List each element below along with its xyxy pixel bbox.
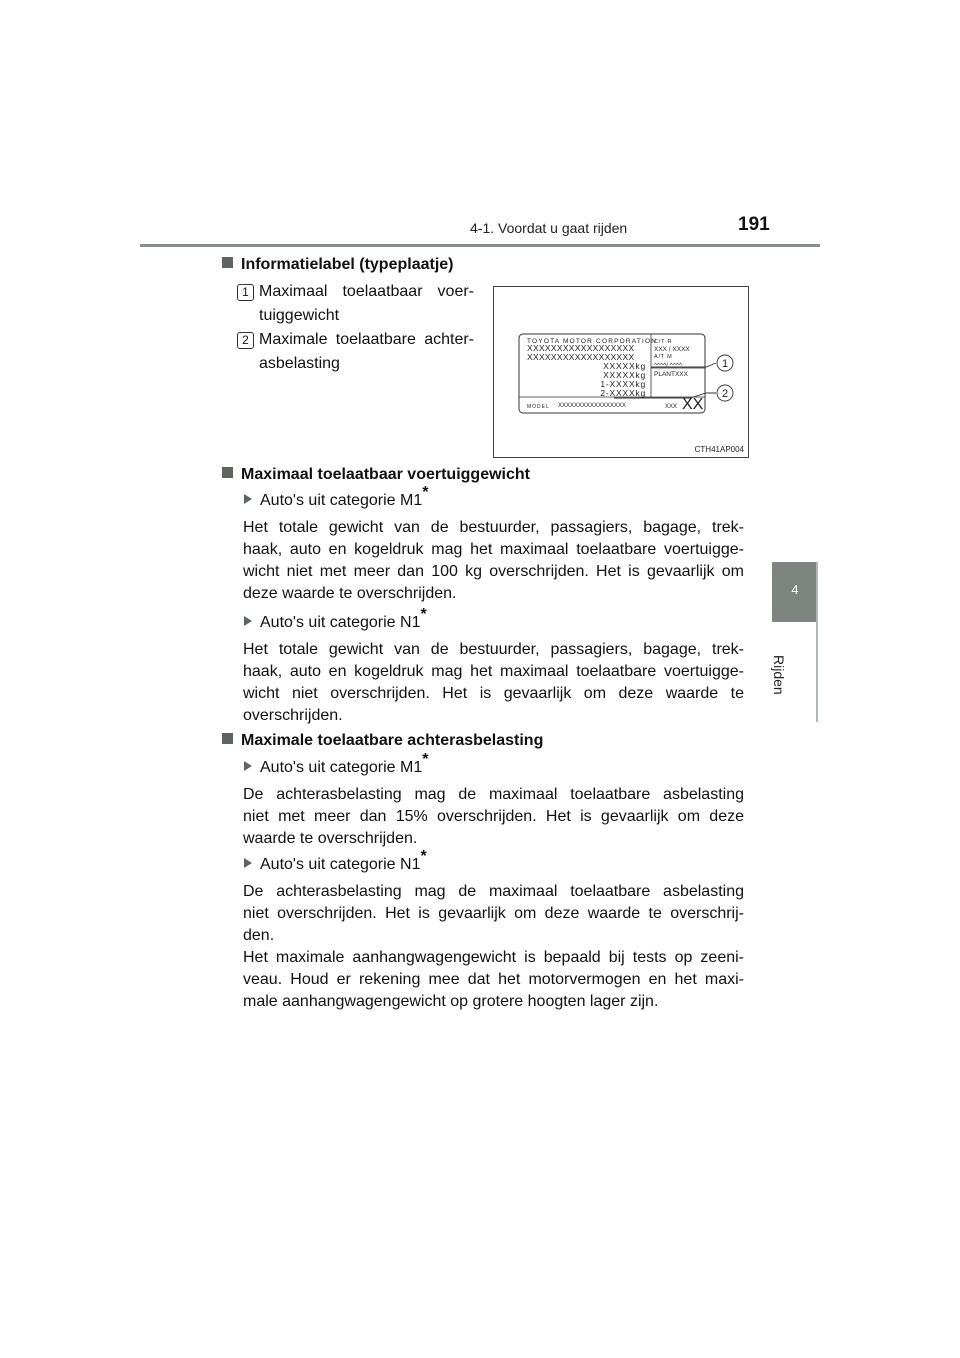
square-bullet-icon [222, 467, 233, 478]
label-model-code: XXX [665, 404, 678, 410]
text-line: haak, auto en kogeldruk mag het maximaal toelaatbare voertuigge- [243, 663, 744, 680]
heading-text: Informatielabel (typeplaatje) [241, 256, 454, 273]
label-corp-text: TOYOTA MOTOR CORPORATION [527, 338, 658, 345]
section-heading-achterasbelasting [222, 732, 543, 750]
text-line: veau. Houd er rekening mee dat het motorvermogen en het maxi- [243, 971, 744, 988]
legend-line: Maximale toelaatbare achter- [259, 331, 474, 348]
label-row-1: XXXXXXXXXXXXXXXXXX [527, 343, 635, 353]
legend-number-1: 1 [237, 284, 254, 301]
legend-line: tuiggewicht [259, 307, 340, 324]
text-line: wicht niet overschrijden. Het is gevaarlijk om deze waarde te [243, 685, 744, 702]
legend-item-2 [259, 328, 474, 376]
chapter-tab-label: Rijden [771, 655, 787, 695]
label-at-value: ^^^^/ ^^^^ [654, 362, 683, 369]
callout-2-number: 2 [721, 388, 729, 400]
page-number: 191 [738, 214, 770, 235]
figure-caption: CTH41AP004 [694, 445, 744, 454]
triangle-bullet-icon [244, 761, 252, 771]
paragraph-trailer-weight [243, 947, 744, 1013]
information-label-drawing [494, 287, 748, 457]
chapter-tab-number: 4 [791, 582, 799, 597]
text-line: niet met meer dan 15% overschrijden. Het is gevaarlijk om deze [243, 808, 744, 825]
label-kg-1: XXXXXkg [603, 361, 646, 371]
label-kg-4: 2-XXXXkg [600, 388, 646, 398]
footnote-star: * [422, 750, 429, 768]
paragraph-m1-axle [243, 784, 744, 850]
chapter-title: 4-1. Voordat u gaat rijden [470, 220, 628, 236]
label-at-caption: A/T M [654, 354, 673, 360]
label-model-value: XXXXXXXXXXXXXXXXX [558, 403, 627, 409]
subheading-text: Auto's uit categorie N1 [260, 856, 421, 873]
text-line: De achterasbelasting mag de maximaal toelaatbare asbelasting [243, 883, 744, 900]
legend-line: asbelasting [259, 355, 340, 372]
heading-text: Maximale toelaatbare achterasbelasting [241, 732, 544, 749]
label-kg-2: XXXXXkg [603, 370, 646, 380]
text-line: waarde te overschrijden. [243, 830, 418, 847]
label-model-caption: MODEL [527, 404, 550, 410]
subheading-text: Auto's uit categorie M1 [260, 759, 423, 776]
label-ct-caption: C/T R [654, 339, 673, 345]
subheading-text: Auto's uit categorie M1 [260, 492, 423, 509]
label-kg-3: 1-XXXXkg [600, 379, 646, 389]
footnote-star: * [420, 605, 427, 623]
legend-number-2: 2 [237, 332, 254, 349]
triangle-bullet-icon [244, 494, 252, 504]
text-line: deze waarde te overschrijden. [243, 585, 457, 602]
legend-line: Maximaal toelaatbaar voer- [259, 283, 474, 300]
text-line: Het totale gewicht van de bestuurder, passagiers, bagage, trek- [243, 519, 744, 536]
heading-text: Maximaal toelaatbaar voertuiggewicht [241, 466, 530, 483]
subheading-n1-axle [244, 847, 427, 874]
square-bullet-icon [222, 257, 233, 268]
label-model-big: XX [682, 396, 704, 413]
chapter-tab [772, 562, 818, 622]
text-line: wicht niet met meer dan 100 kg overschrijden. Het is gevaarlijk om [243, 563, 744, 580]
paragraph-n1-axle [243, 881, 744, 947]
text-line: Het maximale aanhangwagengewicht is bepaald bij tests op zeeni- [243, 949, 744, 966]
text-line: Het totale gewicht van de bestuurder, passagiers, bagage, trek- [243, 641, 744, 658]
text-line: haak, auto en kogeldruk mag het maximaal toelaatbare voertuigge- [243, 541, 744, 558]
subheading-n1 [244, 605, 427, 632]
paragraph-n1-weight [243, 639, 744, 727]
triangle-bullet-icon [244, 616, 252, 626]
callout-1-number: 1 [721, 358, 729, 370]
subheading-m1-axle [244, 750, 429, 777]
legend-item-1 [259, 280, 474, 328]
text-line: niet overschrijden. Het is gevaarlijk om deze waarde te overschrij- [243, 905, 744, 922]
footnote-star: * [422, 483, 429, 501]
subheading-text: Auto's uit categorie N1 [260, 614, 421, 631]
label-plant: PLANTXXX [654, 371, 688, 378]
paragraph-m1-weight [243, 517, 744, 605]
text-line: male aanhangwagengewicht op grotere hoogten lager zijn. [243, 993, 659, 1010]
triangle-bullet-icon [244, 858, 252, 868]
header-rule [140, 244, 820, 247]
subheading-m1 [244, 483, 429, 510]
text-line: De achterasbelasting mag de maximaal toelaatbare asbelasting [243, 786, 744, 803]
square-bullet-icon [222, 733, 233, 744]
label-row-2: XXXXXXXXXXXXXXXXXX [527, 352, 635, 362]
chapter-tab-bar [816, 562, 818, 722]
section-heading-voertuiggewicht [222, 466, 530, 484]
label-ct-value: XXX / XXXX [654, 346, 690, 353]
information-label-figure [493, 286, 749, 458]
section-heading-informatielabel [222, 256, 454, 274]
text-line: den. [243, 927, 275, 944]
footnote-star: * [420, 847, 427, 865]
text-line: overschrijden. [243, 707, 343, 724]
